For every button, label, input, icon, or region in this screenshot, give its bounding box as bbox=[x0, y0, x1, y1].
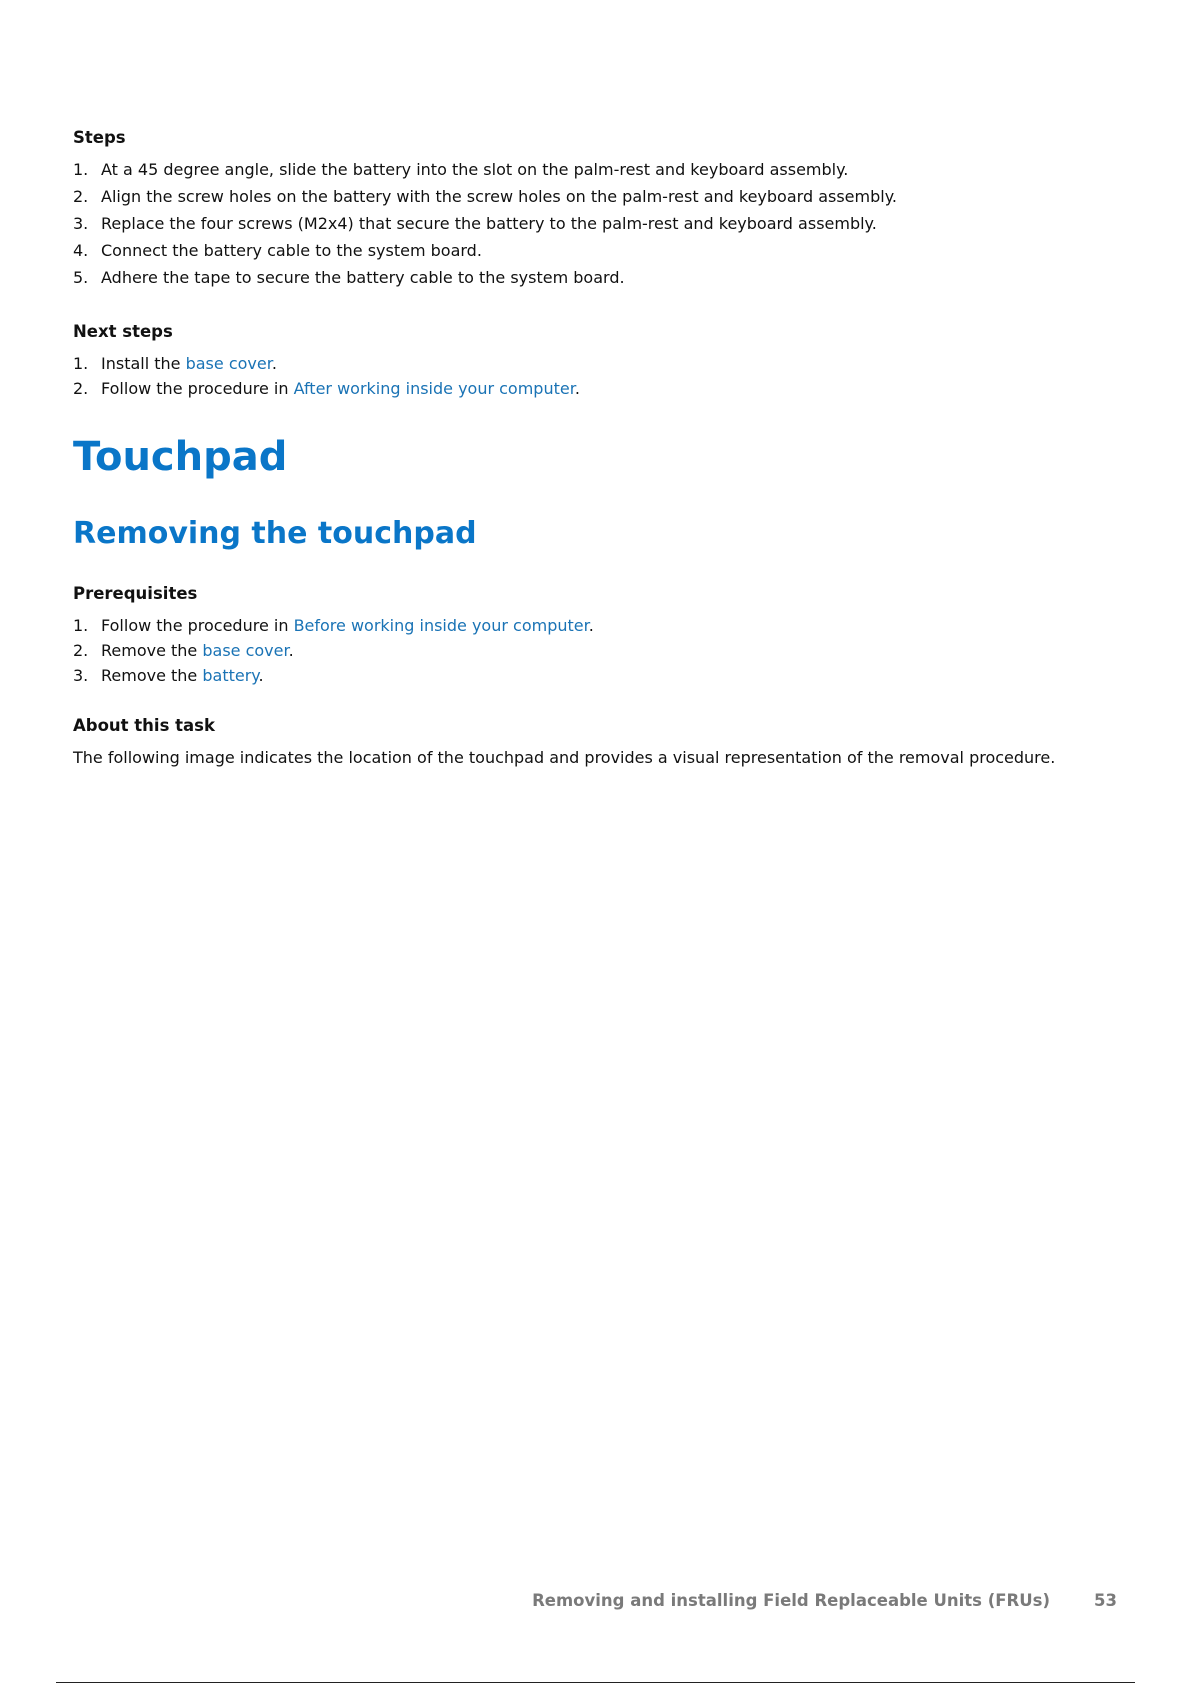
list-item bbox=[73, 639, 594, 663]
step-number: 1. bbox=[73, 616, 89, 635]
step-number: 2. bbox=[73, 379, 89, 398]
about-task-text: The following image indicates the location of the touchpad and provides a visual representation of the removal procedure. bbox=[73, 748, 1056, 767]
list-item bbox=[73, 664, 594, 688]
step-text-post: . bbox=[574, 379, 580, 398]
prerequisites-heading: Prerequisites bbox=[73, 584, 198, 603]
step-text: At a 45 degree angle, slide the battery into the slot on the palm-rest and keyboard assembly. bbox=[101, 160, 849, 179]
steps-heading: Steps bbox=[73, 128, 126, 147]
prerequisites-list bbox=[73, 614, 594, 688]
base-cover-link[interactable]: base cover bbox=[202, 641, 289, 660]
step-text-post: . bbox=[271, 354, 277, 373]
step-number: 1. bbox=[73, 160, 89, 179]
list-item bbox=[73, 352, 580, 376]
next-steps-list bbox=[73, 352, 580, 401]
next-steps-section bbox=[73, 320, 580, 402]
step-number: 5. bbox=[73, 268, 89, 287]
step-text-pre: Follow the procedure in bbox=[101, 616, 294, 635]
prerequisites-section bbox=[73, 582, 594, 689]
battery-link[interactable]: battery bbox=[202, 666, 259, 685]
step-text-pre: Install the bbox=[101, 354, 186, 373]
list-item bbox=[73, 239, 897, 263]
step-text-post: . bbox=[288, 641, 294, 660]
step-text: Adhere the tape to secure the battery cable to the system board. bbox=[101, 268, 625, 287]
step-text: Replace the four screws (M2x4) that secure the battery to the palm-rest and keyboard assembly. bbox=[101, 214, 877, 233]
list-item bbox=[73, 158, 897, 182]
base-cover-link[interactable]: base cover bbox=[185, 354, 272, 373]
step-text-post: . bbox=[588, 616, 594, 635]
step-number: 4. bbox=[73, 241, 89, 260]
install-steps-list bbox=[73, 158, 897, 290]
step-number: 2. bbox=[73, 187, 89, 206]
step-number: 2. bbox=[73, 641, 89, 660]
step-number: 3. bbox=[73, 666, 89, 685]
list-item bbox=[73, 266, 897, 290]
step-number: 1. bbox=[73, 354, 89, 373]
about-task-heading: About this task bbox=[73, 716, 215, 735]
step-number: 3. bbox=[73, 214, 89, 233]
page-number: 53 bbox=[1094, 1591, 1117, 1610]
step-text: Align the screw holes on the battery with the screw holes on the palm-rest and keyboard assembly. bbox=[101, 187, 897, 206]
list-item bbox=[73, 377, 580, 401]
list-item bbox=[73, 614, 594, 638]
next-steps-heading: Next steps bbox=[73, 322, 173, 341]
chapter-title: Touchpad bbox=[73, 434, 288, 480]
step-text-post: . bbox=[258, 666, 264, 685]
section-title: Removing the touchpad bbox=[73, 516, 477, 551]
footer-chapter-title: Removing and installing Field Replaceable Units (FRUs) bbox=[532, 1591, 1051, 1610]
step-text-pre: Follow the procedure in bbox=[101, 379, 294, 398]
about-task-section bbox=[73, 714, 1133, 770]
after-working-inside-link[interactable]: After working inside your computer bbox=[293, 379, 575, 398]
install-steps-section bbox=[73, 126, 897, 293]
before-working-inside-link[interactable]: Before working inside your computer bbox=[293, 616, 589, 635]
step-text-pre: Remove the bbox=[101, 641, 203, 660]
list-item bbox=[73, 185, 897, 209]
list-item bbox=[73, 212, 897, 236]
step-text: Connect the battery cable to the system board. bbox=[101, 241, 482, 260]
page-footer bbox=[532, 1589, 1117, 1613]
step-text-pre: Remove the bbox=[101, 666, 203, 685]
footer-divider bbox=[56, 1682, 1135, 1683]
